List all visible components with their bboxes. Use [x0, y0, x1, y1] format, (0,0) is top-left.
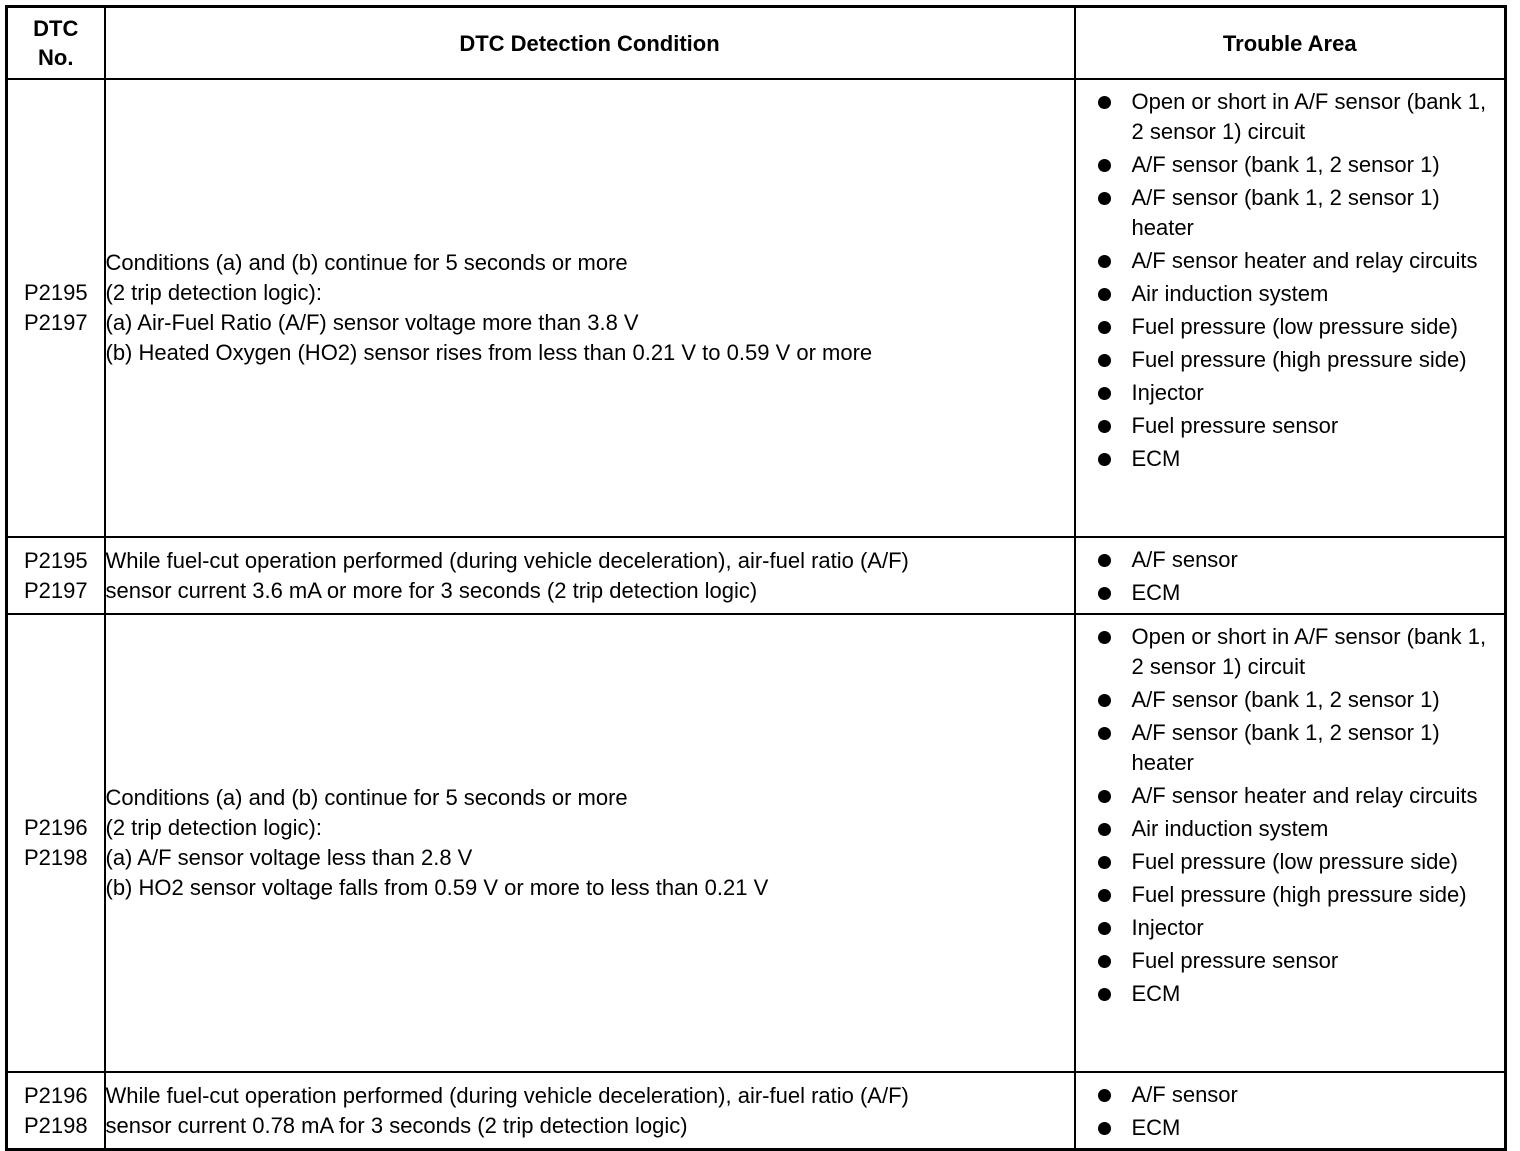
trouble-area-text: ECM: [1131, 1115, 1181, 1140]
trouble-area-list: [1076, 80, 1505, 479]
trouble-area-text: A/F sensor: [1131, 547, 1238, 572]
list-item: [1098, 279, 1505, 309]
list-item: [1098, 622, 1505, 682]
list-item: [1098, 847, 1505, 877]
list-item: [1098, 578, 1505, 608]
dtc-code: P2198: [23, 1112, 88, 1138]
list-item: [1098, 1113, 1505, 1143]
trouble-area-text: Fuel pressure (low pressure side): [1131, 849, 1458, 874]
trouble-area-text: Air induction system: [1131, 281, 1329, 306]
dtc-code: P2198: [23, 845, 88, 870]
bullet-icon: [1098, 255, 1111, 268]
trouble-area-cell: [1075, 1072, 1506, 1150]
bullet-icon: [1098, 420, 1111, 433]
header-dtc-no-label: DTC No.: [33, 16, 79, 70]
list-item: [1098, 685, 1505, 715]
bullet-icon: [1098, 288, 1111, 301]
trouble-area-list: [1076, 1073, 1505, 1148]
dtc-code: P2196: [23, 1082, 88, 1108]
trouble-area-text: ECM: [1131, 446, 1181, 471]
dtc-code: P2196: [23, 815, 88, 840]
list-item: [1098, 880, 1505, 910]
list-item: [1098, 444, 1505, 474]
trouble-area-text: Open or short in A/F sensor (bank 1, 2 sensor 1) circuit: [1131, 89, 1487, 144]
bullet-icon: [1098, 453, 1111, 466]
dtc-codes-cell: [7, 614, 105, 1072]
table-row: [7, 614, 1506, 1072]
table-row: [7, 537, 1506, 614]
header-dtc-no: [7, 7, 105, 80]
list-item: [1098, 545, 1505, 575]
bullet-icon: [1098, 587, 1111, 600]
bullet-icon: [1098, 96, 1111, 109]
bullet-icon: [1098, 321, 1111, 334]
bullet-icon: [1098, 856, 1111, 869]
header-row: [7, 7, 1506, 80]
list-item: [1098, 345, 1505, 375]
trouble-area-text: ECM: [1131, 580, 1181, 605]
header-condition: DTC Detection Condition: [105, 7, 1075, 80]
trouble-area-text: Fuel pressure (high pressure side): [1131, 882, 1467, 907]
trouble-area-text: A/F sensor (bank 1, 2 sensor 1): [1131, 687, 1440, 712]
trouble-area-text: Fuel pressure (low pressure side): [1131, 314, 1458, 339]
list-item: [1098, 246, 1505, 276]
list-item: [1098, 150, 1505, 180]
trouble-area-text: A/F sensor: [1131, 1082, 1238, 1107]
bullet-icon: [1098, 955, 1111, 968]
dtc-code: P2197: [23, 310, 88, 335]
list-item: [1098, 183, 1505, 243]
detection-condition-cell: [105, 79, 1075, 537]
bullet-icon: [1098, 631, 1111, 644]
bullet-icon: [1098, 694, 1111, 707]
trouble-area-text: Injector: [1131, 380, 1204, 405]
dtc-code: P2197: [23, 577, 88, 603]
list-item: [1098, 781, 1505, 811]
dtc-table: [5, 5, 1507, 1151]
condition-line: (2 trip detection logic):: [105, 815, 322, 840]
condition-line: While fuel-cut operation performed (during vehicle deceleration), air-fuel ratio (A/F): [105, 1082, 909, 1108]
list-item: [1098, 1080, 1505, 1110]
trouble-area-list: [1076, 615, 1505, 1014]
list-item: [1098, 913, 1505, 943]
trouble-area-text: Air induction system: [1131, 816, 1329, 841]
trouble-area-text: Injector: [1131, 915, 1204, 940]
table-body: [7, 79, 1506, 1150]
trouble-area-text: A/F sensor (bank 1, 2 sensor 1): [1131, 152, 1440, 177]
table-row: [7, 1072, 1506, 1150]
bullet-icon: [1098, 889, 1111, 902]
trouble-area-text: A/F sensor heater and relay circuits: [1131, 783, 1478, 808]
header-trouble-area: Trouble Area: [1075, 7, 1506, 80]
trouble-area-text: A/F sensor heater and relay circuits: [1131, 248, 1478, 273]
dtc-codes-cell: [7, 79, 105, 537]
list-item: [1098, 411, 1505, 441]
list-item: [1098, 312, 1505, 342]
bullet-icon: [1098, 1089, 1111, 1102]
bullet-icon: [1098, 823, 1111, 836]
condition-line: Conditions (a) and (b) continue for 5 seconds or more: [105, 250, 628, 275]
trouble-area-text: Fuel pressure (high pressure side): [1131, 347, 1467, 372]
dtc-codes-cell: [7, 537, 105, 614]
bullet-icon: [1098, 1122, 1111, 1135]
condition-line: sensor current 3.6 mA or more for 3 seconds (2 trip detection logic): [105, 577, 758, 603]
bullet-icon: [1098, 554, 1111, 567]
bullet-icon: [1098, 354, 1111, 367]
trouble-area-text: ECM: [1131, 981, 1181, 1006]
trouble-area-list: [1076, 538, 1505, 613]
trouble-area-text: Fuel pressure sensor: [1131, 413, 1339, 438]
trouble-area-text: A/F sensor (bank 1, 2 sensor 1) heater: [1131, 185, 1440, 240]
list-item: [1098, 718, 1505, 778]
bullet-icon: [1098, 922, 1111, 935]
trouble-area-cell: [1075, 537, 1506, 614]
bullet-icon: [1098, 988, 1111, 1001]
detection-condition-cell: [105, 537, 1075, 614]
trouble-area-text: Open or short in A/F sensor (bank 1, 2 sensor 1) circuit: [1131, 624, 1487, 679]
condition-line: (b) HO2 sensor voltage falls from 0.59 V or more to less than 0.21 V: [105, 875, 769, 900]
list-item: [1098, 378, 1505, 408]
condition-line: Conditions (a) and (b) continue for 5 seconds or more: [105, 785, 628, 810]
trouble-area-text: Fuel pressure sensor: [1131, 948, 1339, 973]
trouble-area-cell: [1075, 614, 1506, 1072]
dtc-code: P2195: [23, 547, 88, 573]
list-item: [1098, 87, 1505, 147]
dtc-codes-cell: [7, 1072, 105, 1150]
detection-condition-cell: [105, 1072, 1075, 1150]
condition-line: (b) Heated Oxygen (HO2) sensor rises from less than 0.21 V to 0.59 V or more: [105, 340, 873, 365]
detection-condition-cell: [105, 614, 1075, 1072]
table-row: [7, 79, 1506, 537]
bullet-icon: [1098, 159, 1111, 172]
trouble-area-cell: [1075, 79, 1506, 537]
condition-line: While fuel-cut operation performed (during vehicle deceleration), air-fuel ratio (A/F): [105, 547, 909, 573]
condition-line: (2 trip detection logic):: [105, 280, 322, 305]
dtc-code: P2195: [23, 280, 88, 305]
list-item: [1098, 979, 1505, 1009]
list-item: [1098, 946, 1505, 976]
trouble-area-text: A/F sensor (bank 1, 2 sensor 1) heater: [1131, 720, 1440, 775]
bullet-icon: [1098, 192, 1111, 205]
bullet-icon: [1098, 727, 1111, 740]
condition-line: (a) A/F sensor voltage less than 2.8 V: [105, 845, 473, 870]
bullet-icon: [1098, 790, 1111, 803]
list-item: [1098, 814, 1505, 844]
bullet-icon: [1098, 387, 1111, 400]
condition-line: (a) Air-Fuel Ratio (A/F) sensor voltage more than 3.8 V: [105, 310, 639, 335]
condition-line: sensor current 0.78 mA for 3 seconds (2 trip detection logic): [105, 1112, 688, 1138]
